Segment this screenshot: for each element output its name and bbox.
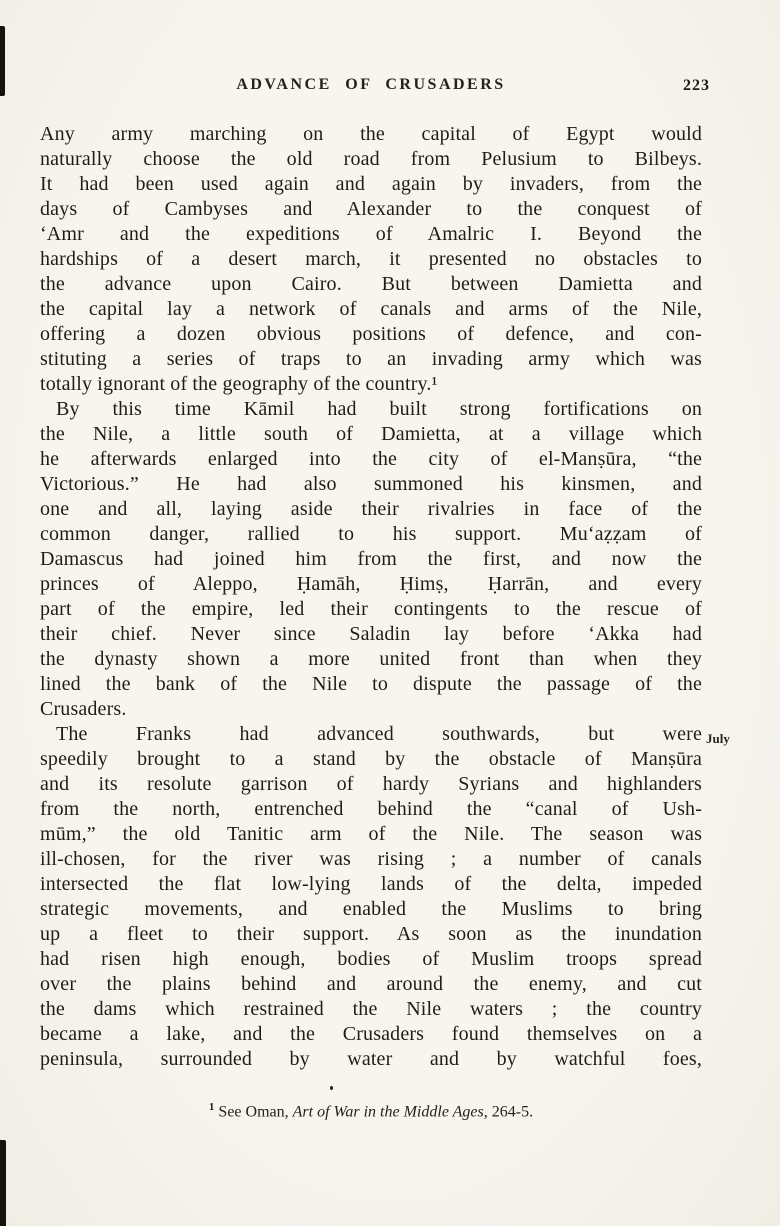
- text-line: hardships of a desert march, it presented no obstacles to: [40, 248, 702, 270]
- paragraph: [40, 122, 702, 397]
- text-line: he afterwards enlarged into the city of el-Manṣūra, “the: [40, 448, 702, 470]
- text-line: It had been used again and again by invaders, from the: [40, 173, 702, 195]
- text-line: their chief. Never since Saladin lay before ‘Akka had: [40, 623, 702, 645]
- text-line: from the north, entrenched behind the “canal of Ush-: [40, 798, 702, 820]
- text-line: mūm,” the old Tanitic arm of the Nile. The season was: [40, 823, 702, 845]
- text-line: became a lake, and the Crusaders found themselves on a: [40, 1023, 702, 1045]
- text-line: The Franks had advanced southwards, but were: [56, 723, 702, 745]
- footnote-text-after: , 264-5.: [483, 1103, 534, 1121]
- scan-artifact-top-left: [0, 26, 5, 96]
- text-line: one and all, laying aside their rivalries in face of the: [40, 498, 702, 520]
- text-line: the capital lay a network of canals and arms of the Nile,: [40, 298, 702, 320]
- scan-artifact-bottom-left: [0, 1140, 6, 1226]
- text-line: ill-chosen, for the river was rising ; a number of canals: [40, 848, 702, 870]
- footnote-title: Art of War in the Middle Ages: [292, 1103, 484, 1121]
- text-line: the Nile, a little south of Damietta, at a village which: [40, 423, 702, 445]
- ink-dot: [330, 1086, 333, 1090]
- text-line: princes of Aleppo, Ḥamāh, Ḥimṣ, Ḥarrān, and every: [40, 573, 702, 595]
- text-line: Any army marching on the capital of Egypt would: [40, 123, 702, 145]
- margin-note: July: [706, 731, 730, 746]
- text-line: over the plains behind and around the enemy, and cut: [40, 973, 702, 995]
- text-line: totally ignorant of the geography of the country.¹: [40, 373, 438, 395]
- text-line: had risen high enough, bodies of Muslim troops spread: [40, 948, 702, 970]
- text-line: Victorious.” He had also summoned his kinsmen, and: [40, 473, 702, 495]
- text-line: part of the empire, led their contingents to the rescue of: [40, 598, 702, 620]
- text-line: the dynasty shown a more united front than when they: [40, 648, 702, 670]
- page-body: [40, 122, 730, 1072]
- text-line: the dams which restrained the Nile waters ; the country: [40, 998, 702, 1020]
- running-head: ADVANCE OF CRUSADERS: [236, 76, 506, 93]
- text-line: days of Cambyses and Alexander to the conquest of: [40, 198, 702, 220]
- text-line: common danger, rallied to his support. Mu‘aẓẓam of: [40, 523, 702, 545]
- text-line: strategic movements, and enabled the Muslims to bring: [40, 898, 702, 920]
- paragraph: [40, 397, 702, 722]
- text-line: offering a dozen obvious positions of defence, and con-: [40, 323, 702, 345]
- page-header: [40, 76, 710, 98]
- text-line: stituting a series of traps to an invading army which was: [40, 348, 702, 370]
- paragraph: [40, 722, 730, 1072]
- page-number: 223: [683, 77, 710, 94]
- text-line: Crusaders.: [40, 698, 127, 720]
- text-line: naturally choose the old road from Pelusium to Bilbeys.: [40, 148, 702, 170]
- text-line: peninsula, surrounded by water and by watchful foes,: [40, 1048, 702, 1070]
- text-line: lined the bank of the Nile to dispute the passage of the: [40, 673, 702, 695]
- footnote-text-before: See Oman,: [214, 1103, 293, 1121]
- footnote: [40, 1101, 702, 1121]
- text-line: up a fleet to their support. As soon as the inundation: [40, 923, 702, 945]
- text-line: speedily brought to a stand by the obstacle of Manṣūra: [40, 748, 702, 770]
- text-line: ‘Amr and the expeditions of Amalric I. Beyond the: [40, 223, 702, 245]
- text-line: Damascus had joined him from the first, and now the: [40, 548, 702, 570]
- text-line: the advance upon Cairo. But between Damietta and: [40, 273, 702, 295]
- text-line: and its resolute garrison of hardy Syrians and highlanders: [40, 773, 702, 795]
- text-line: By this time Kāmil had built strong fortifications on: [56, 398, 702, 420]
- text-line: intersected the flat low-lying lands of the delta, impeded: [40, 873, 702, 895]
- footnote-marker: 1: [208, 1101, 215, 1113]
